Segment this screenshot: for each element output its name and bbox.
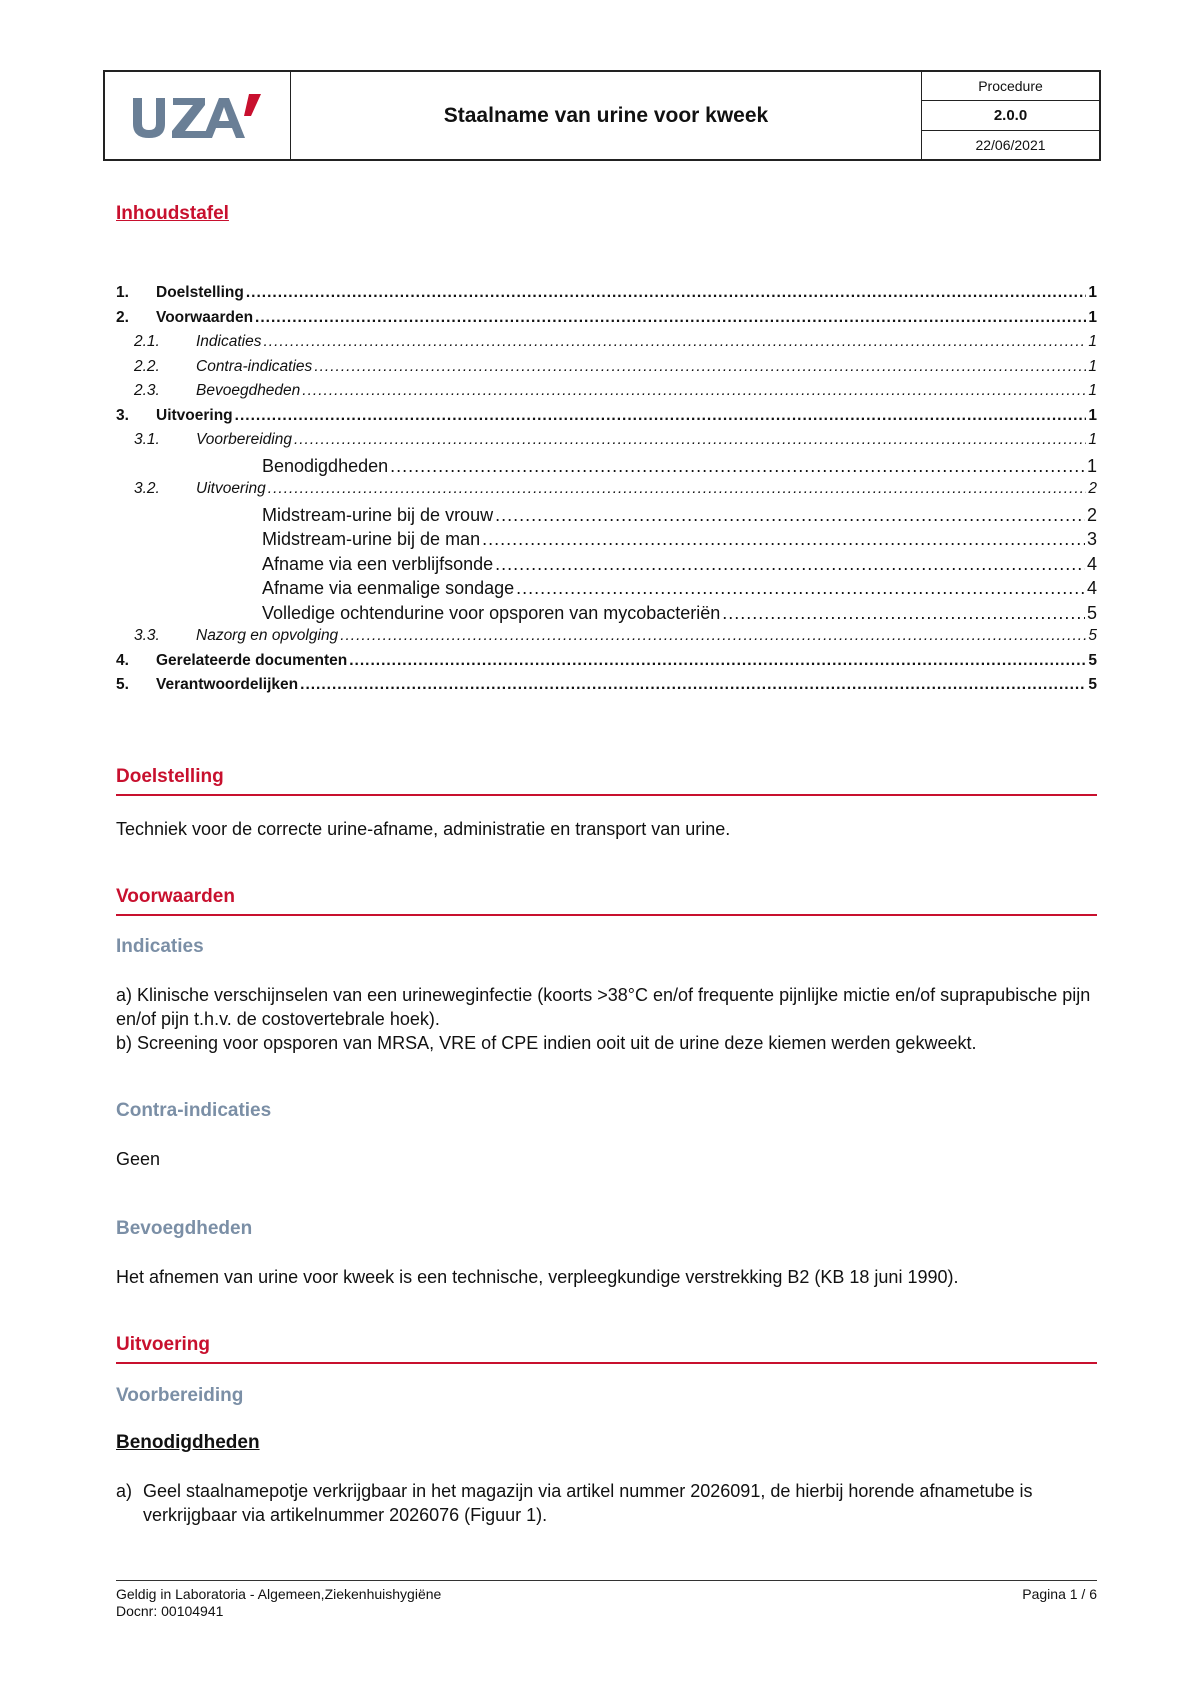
footer-docnr: Docnr: 00104941	[116, 1603, 224, 1619]
list-marker: a)	[116, 1481, 133, 1501]
toc-item[interactable]: 1. Doelstelling ..... 1	[116, 284, 1097, 309]
toc-item[interactable]: 5. Verantwoordelijken ..... 5	[116, 676, 1097, 701]
toc-item[interactable]: 2.3. Bevoegdheden ..... 1	[116, 382, 1097, 407]
contra-indicaties-text: Geen	[116, 1149, 161, 1169]
uza-logo	[105, 72, 291, 159]
toc-item[interactable]: 3.3. Nazorg en opvolging ..... 5	[116, 627, 1097, 652]
toc-item[interactable]: 3.1. Voorbereiding ..... 1	[116, 431, 1097, 456]
document-title: Staalname van urine voor kweek	[291, 72, 922, 159]
toc-item[interactable]: 4. Gerelateerde documenten ..... 5	[116, 652, 1097, 677]
doc-version: 2.0.0	[922, 101, 1099, 130]
subheading-bevoegdheden: Bevoegdheden	[116, 1218, 253, 1239]
toc-item[interactable]: 2.1. Indicaties ..... 1	[116, 333, 1097, 358]
toc-item[interactable]: Midstream-urine bij de vrouw ..... 2	[116, 505, 1097, 530]
toc-item[interactable]: Afname via eenmalige sondage ..... 4	[116, 578, 1097, 603]
footer-validity: Geldig in Laboratoria - Algemeen,Ziekenhuishygiëne	[116, 1586, 442, 1602]
section-heading-voorwaarden: Voorwaarden	[116, 886, 1097, 916]
subheading-contra-indicaties: Contra-indicaties	[116, 1100, 272, 1121]
subheading-benodigdheden: Benodigdheden	[116, 1432, 260, 1453]
subheading-indicaties: Indicaties	[116, 936, 204, 957]
indicaties-b: b) Screening voor opsporen van MRSA, VRE of CPE indien ooit uit de urine deze kiemen werden gekweekt.	[116, 1033, 977, 1053]
indicaties-a: a) Klinische verschijnselen van een urineweginfectie (koorts >38°C en/of frequente pijnlijke mictie en/of suprapubische pijn en/of pijn t.h.v. de costovertebrale hoek).	[116, 985, 1091, 1029]
doelstelling-text: Techniek voor de correcte urine-afname, administratie en transport van urine.	[116, 819, 731, 839]
document-meta	[922, 72, 1099, 159]
toc-item[interactable]: Volledige ochtendurine voor opsporen van mycobacteriën ..... 5	[116, 603, 1097, 628]
list-item-text: Geel staalnamepotje verkrijgbaar in het magazijn via artikel nummer 2026091, de hierbij horende afnametube is verkrijgbaar via artikelnummer 2026076 (Figuur 1).	[143, 1481, 1033, 1525]
bevoegdheden-text: Het afnemen van urine voor kweek is een technische, verpleegkundige verstrekking B2 (KB 18 juni 1990).	[116, 1267, 959, 1287]
doc-type: Procedure	[922, 72, 1099, 101]
page-footer	[116, 1580, 1097, 1620]
toc-item[interactable]: 3. Uitvoering ..... 1	[116, 407, 1097, 432]
toc-item[interactable]: 2. Voorwaarden ..... 1	[116, 309, 1097, 334]
toc-item[interactable]: Afname via een verblijfsonde ..... 4	[116, 554, 1097, 579]
doc-date: 22/06/2021	[975, 136, 1046, 153]
subheading-voorbereiding: Voorbereiding	[116, 1385, 244, 1406]
uza-logo-icon	[123, 86, 273, 146]
table-of-contents	[116, 284, 1097, 701]
document-header	[103, 70, 1101, 161]
toc-item[interactable]: Benodigdheden ..... 1	[116, 456, 1097, 481]
toc-item[interactable]: 3.2. Uitvoering ..... 2	[116, 480, 1097, 505]
section-heading-uitvoering: Uitvoering	[116, 1334, 1097, 1364]
toc-title: Inhoudstafel	[116, 203, 229, 224]
toc-item[interactable]: 2.2. Contra-indicaties ..... 1	[116, 358, 1097, 383]
footer-left	[116, 1586, 441, 1620]
toc-item[interactable]: Midstream-urine bij de man ..... 3	[116, 529, 1097, 554]
page-number: Pagina 1 / 6	[1022, 1586, 1097, 1602]
section-heading-doelstelling: Doelstelling	[116, 766, 1097, 796]
list-item	[116, 1479, 1096, 1527]
